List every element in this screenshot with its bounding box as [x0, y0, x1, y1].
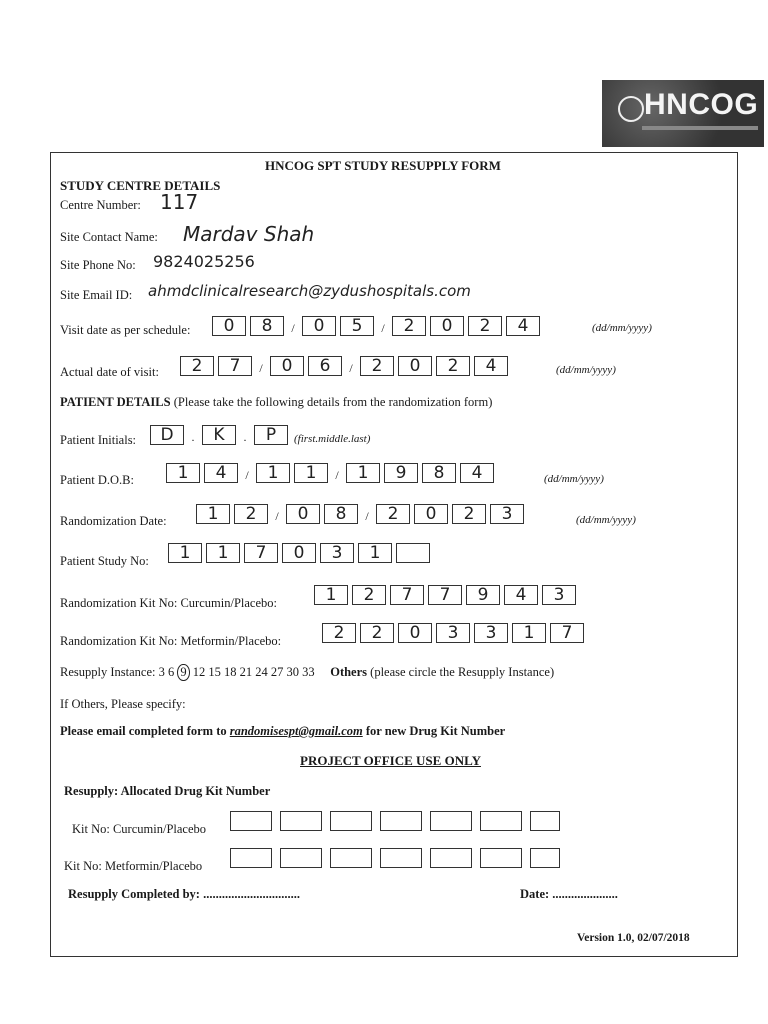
date-digit-box[interactable]: 0	[398, 356, 432, 376]
office-kit-box[interactable]	[330, 811, 372, 831]
initials-label: Patient Initials:	[60, 433, 137, 447]
site-email-value[interactable]: ahmdclinicalresearch@zydushospitals.com	[148, 282, 471, 300]
others-note: (please circle the Resupply Instance)	[370, 665, 555, 679]
date-digit-box[interactable]: 6	[308, 356, 342, 376]
initials-boxes[interactable]: D . K . P	[150, 425, 292, 445]
kit-digit-box[interactable]: 1	[314, 585, 348, 605]
date-digit-box[interactable]: 0	[302, 316, 336, 336]
version-label: Version 1.0, 02/07/2018	[577, 932, 690, 944]
site-contact-label: Site Contact Name:	[60, 230, 158, 244]
office-kit-curcumin-boxes[interactable]	[230, 811, 560, 831]
date-digit-box[interactable]: 4	[506, 316, 540, 336]
kit-digit-box[interactable]: 7	[390, 585, 424, 605]
actual-date-boxes[interactable]: 2 7 / 0 6 / 2 0 2 4	[180, 356, 512, 376]
site-contact-value[interactable]: Mardav Shah	[183, 222, 315, 246]
study-no-label: Patient Study No:	[60, 554, 149, 568]
site-phone-value[interactable]: 9824025256	[153, 252, 255, 271]
completed-by-field[interactable]: Resupply Completed by: ...............................	[68, 887, 300, 901]
resupply-instance-row	[60, 664, 554, 681]
office-kit-metformin-boxes[interactable]	[230, 848, 560, 868]
dob-digit-box[interactable]: 8	[422, 463, 456, 483]
instance-option[interactable]: 33	[302, 665, 315, 679]
date-digit-box[interactable]: 2	[468, 316, 502, 336]
schedule-date-boxes[interactable]: 0 8 / 0 5 / 2 0 2 4	[212, 316, 544, 336]
rand-date-boxes[interactable]: 1 2 / 0 8 / 2 0 2 3	[196, 504, 528, 524]
office-kit-box[interactable]	[480, 811, 522, 831]
office-kit-box[interactable]	[230, 848, 272, 868]
date-digit-box[interactable]: 7	[218, 356, 252, 376]
date-digit-box[interactable]: 5	[340, 316, 374, 336]
study-no-digit-box[interactable]: 7	[244, 543, 278, 563]
rand-date-digit-box[interactable]: 0	[286, 504, 320, 524]
date-digit-box[interactable]: 0	[430, 316, 464, 336]
study-no-digit-box[interactable]: 1	[358, 543, 392, 563]
dob-format: (dd/mm/yyyy)	[544, 473, 604, 485]
dob-digit-box[interactable]: 1	[346, 463, 380, 483]
others-specify-label: If Others, Please specify:	[60, 697, 186, 711]
study-centre-heading: STUDY CENTRE DETAILS	[60, 178, 221, 193]
rand-date-digit-box[interactable]: 2	[376, 504, 410, 524]
email-instruction-post: for new Drug Kit Number	[365, 724, 506, 738]
kit-digit-box[interactable]: 1	[512, 623, 546, 643]
email-instruction-pre: Please email completed form to	[60, 724, 227, 738]
kit-digit-box[interactable]: 7	[550, 623, 584, 643]
office-kit-box[interactable]	[280, 848, 322, 868]
actual-date-format: (dd/mm/yyyy)	[556, 364, 616, 376]
rand-date-digit-box[interactable]: 2	[452, 504, 486, 524]
dob-digit-box[interactable]: 4	[460, 463, 494, 483]
dob-digit-box[interactable]: 4	[204, 463, 238, 483]
office-kit-box[interactable]	[330, 848, 372, 868]
resupply-instance-label: Resupply Instance:	[60, 665, 156, 679]
study-no-digit-box[interactable]: 1	[206, 543, 240, 563]
hncog-emblem-icon	[618, 96, 644, 122]
dob-boxes[interactable]: 1 4 / 1 1 / 1 9 8 4	[166, 463, 498, 483]
schedule-date-label: Visit date as per schedule:	[60, 323, 191, 337]
initial-box[interactable]: P	[254, 425, 288, 445]
rand-date-format: (dd/mm/yyyy)	[576, 514, 636, 526]
date-digit-box[interactable]: 0	[270, 356, 304, 376]
initial-box[interactable]: D	[150, 425, 184, 445]
date-digit-box[interactable]: 4	[474, 356, 508, 376]
instance-option[interactable]: 3	[158, 665, 165, 679]
instance-option[interactable]: 30	[286, 665, 299, 679]
office-kit-curcumin-label: Kit No: Curcumin/Placebo	[72, 822, 207, 836]
office-kit-box[interactable]	[380, 848, 422, 868]
study-no-boxes[interactable]	[168, 543, 434, 563]
centre-number-value[interactable]: 117	[160, 190, 199, 214]
instance-option[interactable]: 15	[208, 665, 221, 679]
patient-details-heading-row	[60, 395, 492, 410]
allocated-kit-label: Resupply: Allocated Drug Kit Number	[64, 784, 271, 798]
hncog-logo	[602, 80, 764, 147]
kit-digit-box[interactable]: 3	[542, 585, 576, 605]
instance-option[interactable]: 21	[239, 665, 253, 679]
office-kit-box[interactable]	[530, 811, 560, 831]
form-title: HNCOG SPT STUDY RESUPPLY FORM	[265, 158, 501, 173]
patient-details-heading: PATIENT DETAILS	[60, 395, 171, 409]
logo-subtitle-bar	[642, 126, 758, 130]
study-no-digit-box[interactable]: 1	[168, 543, 202, 563]
office-kit-box[interactable]	[480, 848, 522, 868]
completed-date-field[interactable]: Date: .....................	[520, 887, 618, 901]
kit-curcumin-label: Randomization Kit No: Curcumin/Placebo:	[60, 596, 277, 610]
date-digit-box[interactable]: 2	[360, 356, 394, 376]
patient-details-note: (Please take the following details from the randomization form)	[173, 395, 493, 409]
rand-date-digit-box[interactable]: 3	[490, 504, 524, 524]
rand-date-digit-box[interactable]: 1	[196, 504, 230, 524]
dob-digit-box[interactable]: 1	[294, 463, 328, 483]
kit-digit-box[interactable]: 4	[504, 585, 538, 605]
kit-digit-box[interactable]: 2	[352, 585, 386, 605]
schedule-date-format: (dd/mm/yyyy)	[592, 322, 652, 334]
dob-digit-box[interactable]: 9	[384, 463, 418, 483]
office-kit-box[interactable]	[430, 848, 472, 868]
date-digit-box[interactable]: 0	[212, 316, 246, 336]
kit-digit-box[interactable]: 9	[466, 585, 500, 605]
office-kit-box[interactable]	[380, 811, 422, 831]
date-digit-box[interactable]: 2	[180, 356, 214, 376]
office-kit-box[interactable]	[280, 811, 322, 831]
logo-text: HNCOG	[644, 88, 759, 121]
study-no-digit-box[interactable]	[396, 543, 430, 563]
kit-digit-box[interactable]: 2	[360, 623, 394, 643]
initials-format: (first.middle.last)	[294, 433, 371, 445]
kit-digit-box[interactable]: 0	[398, 623, 432, 643]
dob-digit-box[interactable]: 1	[166, 463, 200, 483]
dob-label: Patient D.O.B:	[60, 473, 134, 487]
rand-date-label: Randomization Date:	[60, 514, 167, 528]
instance-option[interactable]: 24	[255, 665, 268, 679]
site-phone-label: Site Phone No:	[60, 258, 136, 272]
office-kit-box[interactable]	[230, 811, 272, 831]
kit-digit-box[interactable]: 7	[428, 585, 462, 605]
centre-number-label: Centre Number:	[60, 198, 141, 212]
instance-option[interactable]: 12	[192, 665, 206, 679]
randomise-email-link[interactable]: randomisespt@gmail.com	[229, 724, 363, 738]
site-email-label: Site Email ID:	[60, 288, 133, 302]
office-kit-box[interactable]	[430, 811, 472, 831]
project-office-heading: PROJECT OFFICE USE ONLY	[300, 753, 481, 768]
study-no-digit-box[interactable]: 3	[320, 543, 354, 563]
office-kit-box[interactable]	[530, 848, 560, 868]
date-digit-box[interactable]: 2	[436, 356, 470, 376]
instance-option-circled[interactable]: 9	[177, 664, 189, 681]
kit-digit-box[interactable]: 3	[474, 623, 508, 643]
instance-option[interactable]: 18	[223, 665, 237, 679]
rand-date-digit-box[interactable]: 2	[234, 504, 268, 524]
date-digit-box[interactable]: 2	[392, 316, 426, 336]
dob-digit-box[interactable]: 1	[256, 463, 290, 483]
instance-option[interactable]: 6	[167, 665, 175, 679]
initial-box[interactable]: K	[202, 425, 236, 445]
email-instruction	[60, 724, 505, 739]
instance-option[interactable]: 27	[270, 665, 284, 679]
kit-digit-box[interactable]: 3	[436, 623, 470, 643]
office-kit-metformin-label: Kit No: Metformin/Placebo	[64, 859, 203, 873]
rand-date-digit-box[interactable]: 8	[324, 504, 358, 524]
actual-date-label: Actual date of visit:	[60, 365, 159, 379]
kit-curcumin-boxes[interactable]	[314, 585, 580, 605]
kit-digit-box[interactable]: 2	[322, 623, 356, 643]
others-option[interactable]: Others	[330, 665, 368, 679]
kit-metformin-label: Randomization Kit No: Metformin/Placebo:	[60, 634, 282, 648]
date-digit-box[interactable]: 8	[250, 316, 284, 336]
rand-date-digit-box[interactable]: 0	[414, 504, 448, 524]
study-no-digit-box[interactable]: 0	[282, 543, 316, 563]
kit-metformin-boxes[interactable]	[322, 623, 588, 643]
